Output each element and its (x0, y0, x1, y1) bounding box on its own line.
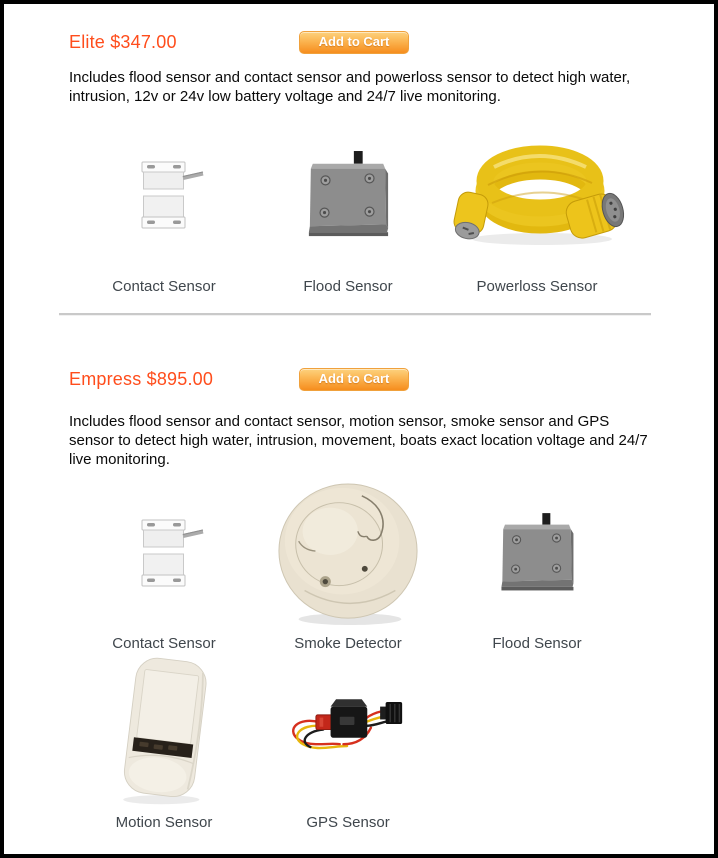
motion-sensor-image (95, 654, 233, 806)
elite-price-heading: Elite $347.00 (69, 31, 177, 52)
contact-sensor-icon (122, 154, 206, 238)
product-label: Contact Sensor (112, 278, 216, 295)
product-label: GPS Sensor (306, 814, 390, 831)
smoke-detector-image (273, 480, 423, 628)
motion-sensor-icon (95, 654, 233, 806)
elite-description: Includes flood sensor and contact sensor and powerloss sensor to detect high water, intrusion, 12v or 24v low battery voltage and 24/7 live monitoring. (69, 69, 631, 105)
flood-sensor-image (304, 140, 392, 252)
product-cell-flood-sensor (259, 140, 437, 295)
product-cell-powerloss-sensor (437, 140, 637, 295)
product-cell-contact-sensor (69, 480, 259, 652)
elite-products-row (69, 140, 714, 295)
product-cell-contact-sensor (69, 140, 259, 295)
gps-sensor-image (278, 654, 418, 806)
powerloss-sensor-image (442, 140, 632, 252)
contact-sensor-icon (122, 512, 206, 596)
powerloss-sensor-icon (442, 139, 632, 254)
product-label: Motion Sensor (115, 814, 213, 831)
product-label: Flood Sensor (303, 278, 393, 295)
product-label: Powerloss Sensor (476, 278, 598, 295)
product-cell-motion-sensor (69, 654, 259, 831)
product-cell-flood-sensor (437, 480, 637, 652)
flood-sensor-image (497, 480, 577, 628)
flood-sensor-icon (497, 512, 577, 596)
product-label: Smoke Detector (294, 635, 402, 652)
product-label: Flood Sensor (492, 635, 582, 652)
elite-section-header (69, 30, 714, 54)
product-label: Contact Sensor (112, 635, 216, 652)
product-cell-smoke-detector (259, 480, 437, 652)
empress-price-heading: Empress $895.00 (69, 368, 214, 389)
elite-add-to-cart-button[interactable]: Add to Cart (299, 31, 409, 54)
contact-sensor-image (122, 140, 206, 252)
product-cell-gps-sensor (259, 654, 437, 831)
contact-sensor-image (122, 480, 206, 628)
empress-description: Includes flood sensor and contact sensor, motion sensor, smoke sensor and GPS sensor to detect high water, intrusion, movement, boats exact location voltage and 24/7 live monitoring. (69, 413, 648, 468)
section-divider (59, 313, 651, 315)
smoke-detector-icon (273, 480, 423, 628)
flood-sensor-icon (304, 150, 392, 242)
empress-add-to-cart-button[interactable]: Add to Cart (299, 368, 409, 391)
empress-products-row-2 (69, 654, 714, 831)
empress-products-row-1 (69, 480, 714, 652)
empress-section-header (69, 367, 714, 391)
gps-sensor-icon (278, 691, 418, 769)
